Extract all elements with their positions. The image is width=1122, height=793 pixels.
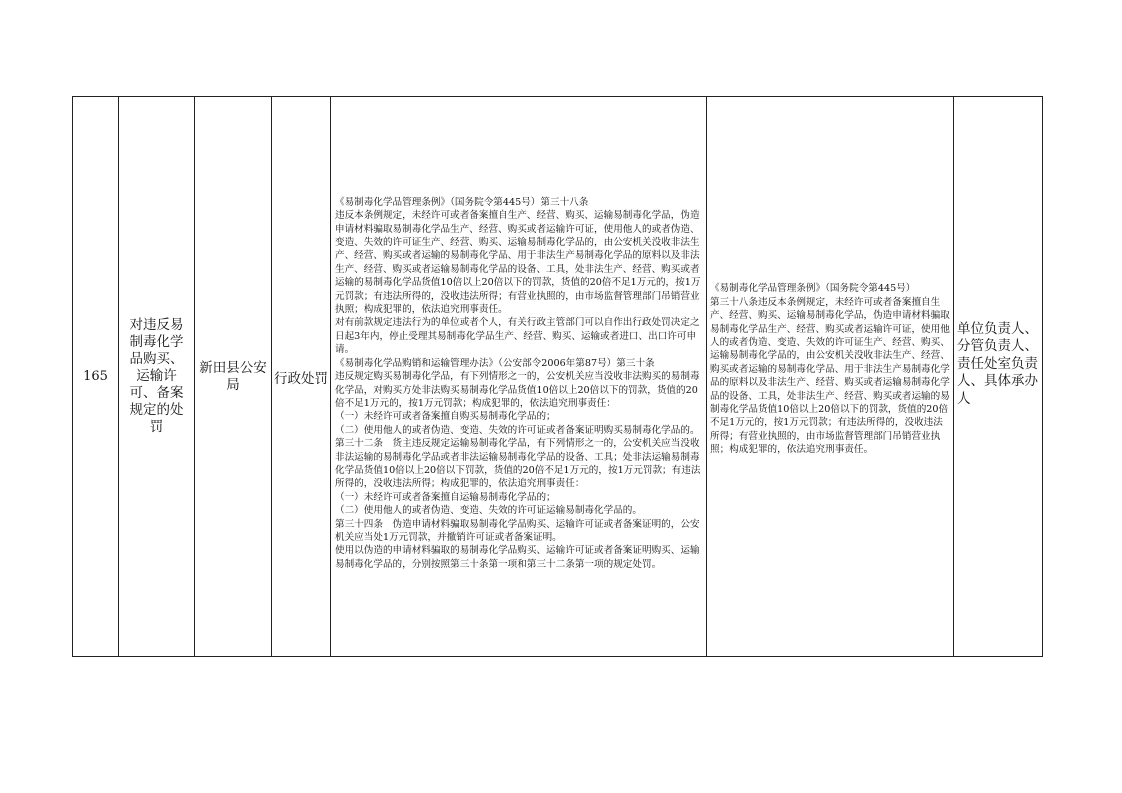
discretion-standard-cell — [707, 97, 954, 657]
row-number-cell — [73, 97, 119, 657]
legal-basis-text: 《易制毒化学品管理条例》（国务院令第445号）第三十八条 违反本条例规定，未经许可或者备案擅自生产、经营、购买、运输易制毒化学品，伪造申请材料骗取易制毒化学品生产、经营、购买或者运输许可证，使用他人的或者伪造、变造、失效的许可证生产、经营、购买、运输易制毒化学品的，由公安机关没收非法生产、经营、购买或者运输的易制毒化学品、用于非法生产易制毒化学品的原料以及非法生产、经营、购买或者运输易制毒化学品的设备、工具，处非法生产、经营、购买或者运输的易制毒化学品货值10倍以上20倍以下的罚款，货值的20倍不足1万元的，按1万元罚款；有违法所得的，没收违法所得；有营业执照的，由市场监督管理部门吊销营业执照；构成犯罪的，依法追究刑事责任。 对有前款规定违法行为的单位或者个人，有关行政主管部门可以自作出行政处罚决定之日起3年内，停止受理其易制毒化学品生产、经营、购买、运输或者进口、出口许可申请。 《易制毒化学品购销和运输管理办法》（公安部令2006年第87号）第三十条 违反规定购买易制毒化学品，有下列情形之一的，公安机关应当没收非法购买的易制毒化学品，对购买方处非法购买易制毒化学品货值10倍以上20倍以下的罚款，货值的20倍不足1万元的，按1万元罚款；构成犯罪的，依法追究刑事责任： （一）未经许可或者备案擅自购买易制毒化学品的； （二）使用他人的或者伪造、变造、失效的许可证或者备案证明购买易制毒化学品的。 第三十二条 货主违反规定运输易制毒化学品，有下列情形之一的，公安机关应当没收非法运输的易制毒化学品或者非法运输易制毒化学品的设备、工具；处非法运输易制毒化学品货值10倍以上20倍以下罚款，货值的20倍不足1万元的，按1万元罚款；有违法所得的，没收违法所得；构成犯罪的，依法追究刑事责任： （一）未经许可或者备案擅自运输易制毒化学品的； （二）使用他人的或者伪造、变造、失效的许可证运输易制毒化学品的。 第三十四条 伪造申请材料骗取易制毒化学品购买、运输许可证或者备案证明的，公安机关应当处1万元罚款，并撤销许可证或者备案证明。 使用以伪造的申请材料骗取的易制毒化学品购买、运输许可证或者备案证明购买、运输易制毒化学品的，分别按照第三十条第一项和第三十二条第一项的规定处罚。 — [335, 196, 701, 570]
responsible-party-text: 单位负责人、分管负责人、责任处室负责人、具体承办人 — [957, 320, 1038, 407]
legal-basis-cell — [331, 97, 707, 657]
power-list-table — [72, 96, 1043, 657]
department-cell — [195, 97, 272, 657]
table-row — [73, 97, 1043, 657]
row-number: 165 — [83, 369, 108, 384]
action-type: 行政处罚 — [274, 370, 328, 387]
department: 新田县公安局 — [199, 359, 267, 393]
responsible-party-cell — [954, 97, 1043, 657]
action-type-cell — [272, 97, 331, 657]
item-name: 对违反易制毒化学品购买、运输许可、备案规定的处罚 — [129, 317, 184, 435]
item-name-cell — [119, 97, 195, 657]
discretion-standard-text: 《易制毒化学品管理条例》（国务院令第445号） 第三十八条违反本条例规定，未经许可或者备案擅自生产、经营、购买、运输易制毒化学品，伪造申请材料骗取易制毒化学品生产、经营、购买或者运输许可证，使用他人的或者伪造、变造、失效的许可证生产、经营、购买、运输易制毒化学品的，由公安机关没收非法生产、经营、购买或者运输的易制毒化学品、用于非法生产易制毒化学品的原料以及非法生产、经营、购买或者运输易制毒化学品的设备、工具，处非法生产、经营、购买或者运输的易制毒化学品货值10倍以上20倍以下的罚款，货值的20倍不足1万元的，按1万元罚款；有违法所得的，没收违法所得；有营业执照的，由市场监督管理部门吊销营业执照；构成犯罪的，依法追究刑事责任。 — [710, 283, 950, 456]
